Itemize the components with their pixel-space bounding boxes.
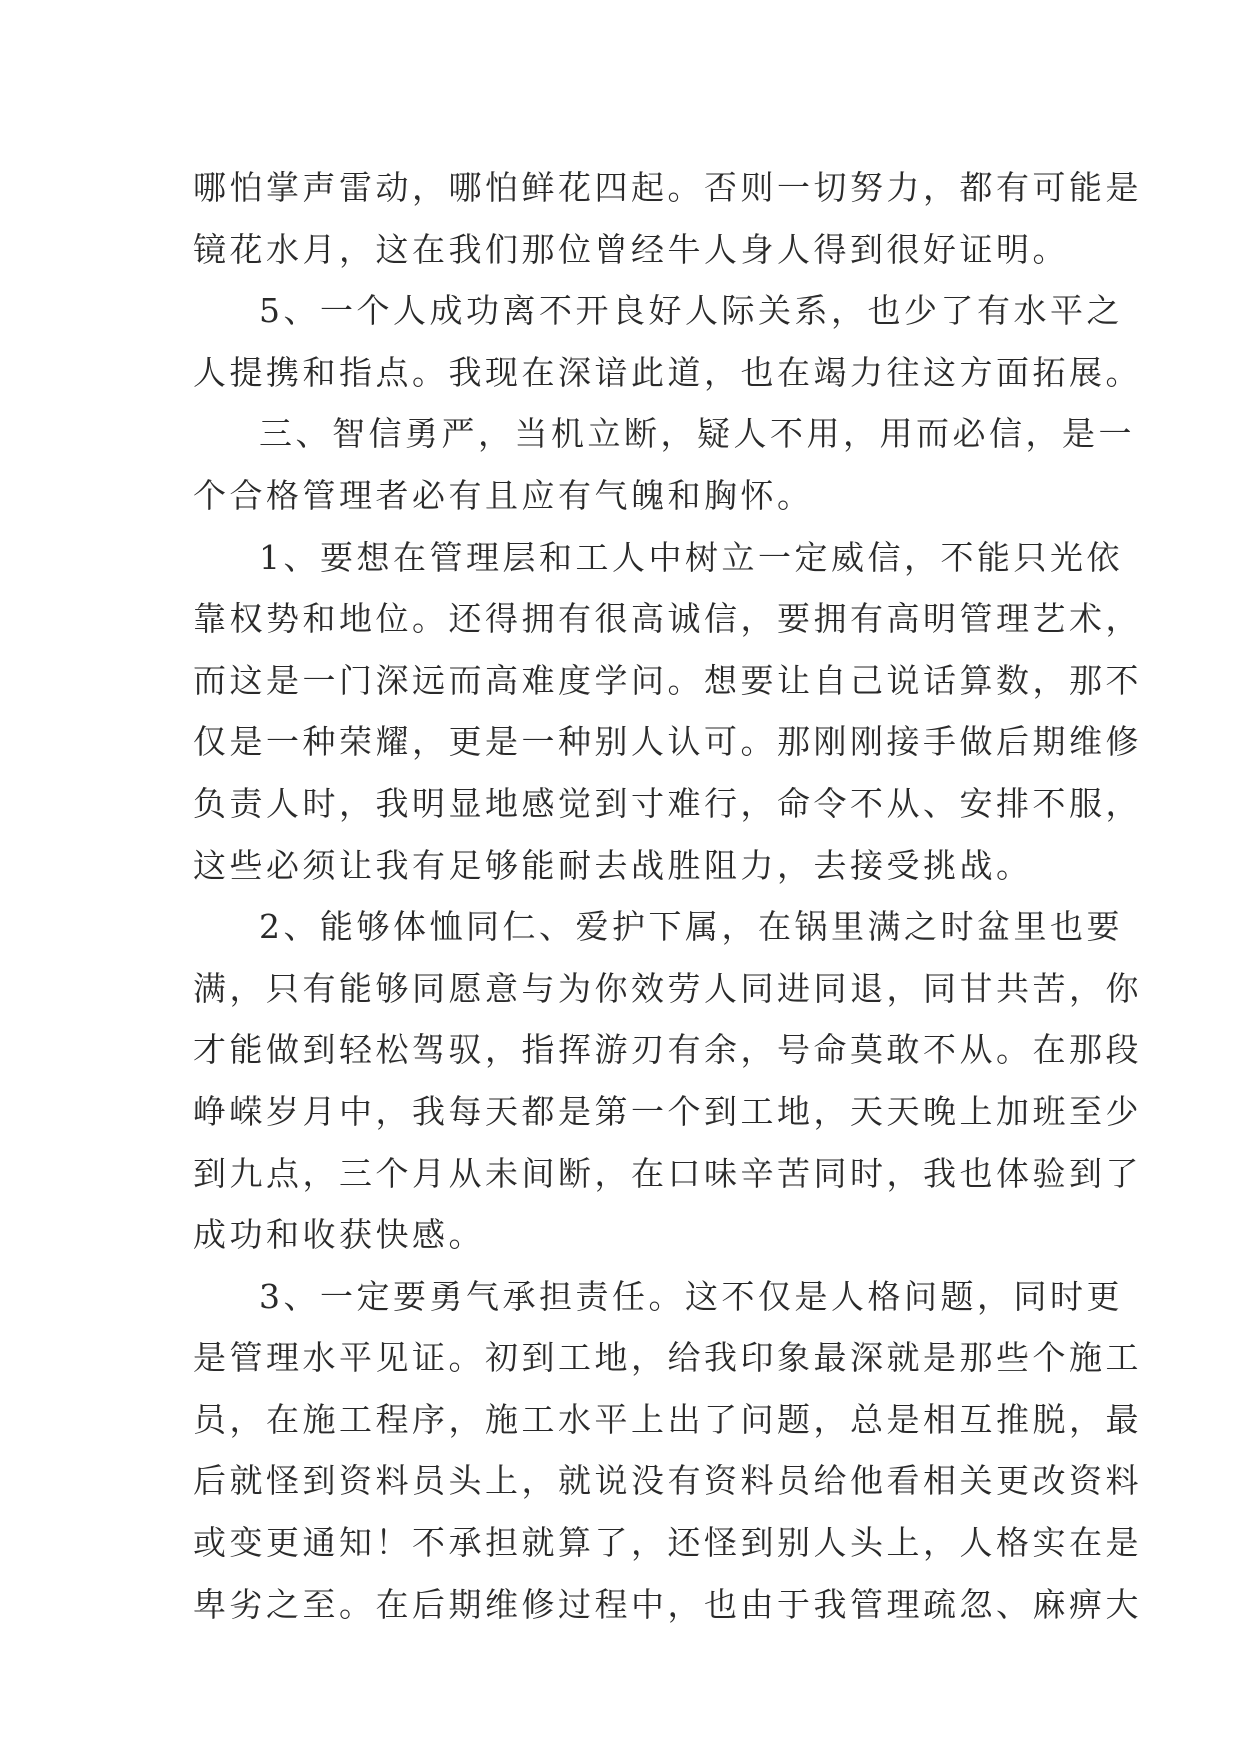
text-line-10: 仅是一种荣耀，更是一种别人认可。那刚刚接手做后期维修 xyxy=(193,722,1142,762)
text-line-2: 镜花水月，这在我们那位曾经牛人身人得到很好证明。 xyxy=(193,229,1069,269)
text-line-17: 到九点，三个月从未间断，在口味辛苦同时，我也体验到了 xyxy=(193,1153,1142,1193)
text-line-12: 这些必须让我有足够能耐去战胜阻力，去接受挑战。 xyxy=(193,845,1033,885)
text-line-18: 成功和收获快感。 xyxy=(193,1215,485,1255)
document-body xyxy=(193,157,1142,1635)
text-line-7: 1、要想在管理层和工人中树立一定威信，不能只光依 xyxy=(259,537,1123,577)
text-line-13: 2、能够体恤同仁、爱护下属，在锅里满之时盆里也要 xyxy=(259,907,1123,947)
text-line-14: 满，只有能够同愿意与为你效劳人同进同退，同甘共苦，你 xyxy=(193,968,1142,1008)
text-line-4: 人提携和指点。我现在深谙此道，也在竭力往这方面拓展。 xyxy=(193,352,1142,392)
text-line-23: 或变更通知！不承担就算了，还怪到别人头上，人格实在是 xyxy=(193,1523,1142,1563)
text-line-21: 员，在施工程序，施工水平上出了问题，总是相互推脱，最 xyxy=(193,1399,1142,1439)
text-line-1: 哪怕掌声雷动，哪怕鲜花四起。否则一切努力，都有可能是 xyxy=(193,168,1142,207)
text-line-19: 3、一定要勇气承担责任。这不仅是人格问题，同时更 xyxy=(259,1276,1123,1316)
text-line-9: 而这是一门深远而高难度学问。想要让自己说话算数，那不 xyxy=(193,660,1142,700)
text-line-16: 峥嵘岁月中，我每天都是第一个到工地，天天晚上加班至少 xyxy=(193,1091,1142,1131)
text-line-11: 负责人时，我明显地感觉到寸难行，命令不从、安排不服， xyxy=(193,783,1142,823)
text-line-24: 卑劣之至。在后期维修过程中，也由于我管理疏忽、麻痹大 xyxy=(193,1584,1142,1624)
text-line-6: 个合格管理者必有且应有气魄和胸怀。 xyxy=(193,475,814,515)
text-line-20: 是管理水平见证。初到工地，给我印象最深就是那些个施工 xyxy=(193,1338,1142,1378)
text-line-3: 5、一个人成功离不开良好人际关系，也少了有水平之 xyxy=(259,291,1123,331)
text-line-22: 后就怪到资料员头上，就说没有资料员给他看相关更改资料 xyxy=(193,1461,1142,1501)
text-line-5: 三、智信勇严，当机立断，疑人不用，用而必信，是一 xyxy=(259,414,1135,454)
text-line-15: 才能做到轻松驾驭，指挥游刃有余，号命莫敢不从。在那段 xyxy=(193,1030,1142,1070)
text-line-8: 靠权势和地位。还得拥有很高诚信，要拥有高明管理艺术， xyxy=(193,599,1142,639)
